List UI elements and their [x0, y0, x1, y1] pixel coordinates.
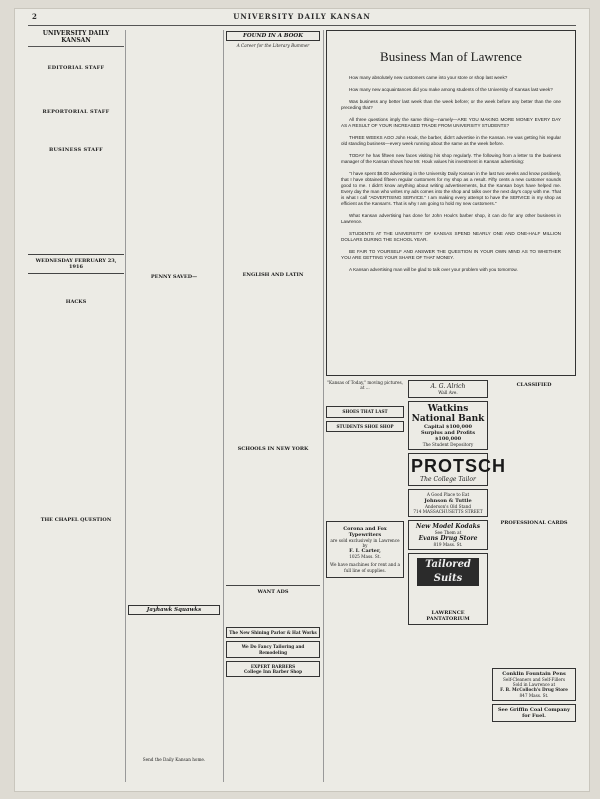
business-man-box	[326, 30, 576, 376]
ad-shoes	[326, 406, 404, 417]
column-two	[128, 30, 220, 780]
bm-paragraph: What Kansan advertising has done for John Houk's barber shop, it can do for any other business in Lawrence.	[341, 213, 561, 224]
alrich-place: Wall Ave.	[438, 390, 458, 395]
kodaks-name: New Model Kodaks	[415, 523, 481, 531]
ad-griffin	[492, 704, 576, 722]
english-latin-heading: ENGLISH AND LATIN	[242, 272, 304, 279]
ad-remodeling-name: We Do Fancy Tailoring and Remodeling	[241, 644, 305, 655]
ads-column-two	[408, 380, 507, 782]
ad-typewriters	[326, 521, 404, 578]
jayhawk-squawks-heading: Jayhawk Squawks	[128, 605, 220, 615]
conklin-sub: Self-Cleaners and Self-Fillers	[503, 677, 565, 682]
johnson-line4: 714 MASSACHUSETTS STREET	[413, 508, 483, 514]
chapel-heading: THE CHAPEL QUESTION	[40, 517, 112, 523]
watkins-tag: The Student Depository	[422, 442, 474, 448]
found-in-book-heading: FOUND IN A BOOK	[226, 31, 320, 41]
send-home-line: Send the Daily Kansan home.	[142, 757, 206, 762]
typewriters-foot: We have machines for rent and a full line of supplies.	[330, 562, 400, 573]
ad-expert-barbers	[226, 661, 320, 677]
johnson-line3: Anderson's Old Stand	[424, 503, 472, 509]
column-editorial	[28, 30, 124, 780]
editorial-staff-heading: EDITORIAL STAFF	[47, 65, 105, 71]
typewriters-sub: are sold exclusively in Lawrence by	[330, 537, 400, 549]
watkins-surplus: Surplus and Profits $100,000	[420, 430, 476, 443]
bm-paragraph: All three questions imply the same thing—namely—ARE YOU MAKING MORE MONEY EVERY DAY AS A RESULT OF YOUR INCREASED TRADE FROM UNIVERSITY STUDENTS?	[341, 117, 561, 128]
bm-paragraph: STUDENTS AT THE UNIVERSITY OF KANSAS SPEND NEARLY ONE AND ONE-HALF MILLION DOLLARS DURING THE SCHOOL YEAR.	[341, 231, 561, 242]
watkins-capital: Capital $100,000	[424, 424, 472, 431]
ad-shining-parlor-name: The New Shining Parlor & Hat Works	[229, 630, 317, 636]
page-masthead	[14, 8, 590, 26]
ads-column-three	[492, 380, 576, 782]
ad-watkins-bank	[408, 401, 488, 450]
kodaks-addr: 819 Mass. St.	[433, 542, 463, 548]
protsch-name: PROTSCH	[411, 456, 507, 477]
typewriters-person: F. I. Carter,	[349, 548, 381, 555]
kodaks-store: Evans Drug Store	[418, 535, 478, 543]
typewriters-name: Corona and Fox Typewriters	[343, 525, 387, 538]
penny-saved-heading: PENNY SAVED—	[150, 274, 198, 280]
ad-college-inn: College Inn Barber Shop	[243, 669, 303, 675]
want-ads-heading: WANT ADS	[257, 589, 289, 596]
masthead-rule	[28, 25, 576, 26]
hacks-heading: HACKS	[65, 299, 87, 305]
conklin-addr: 847 Mass. St.	[519, 692, 549, 698]
reportorial-staff-heading: REPORTORIAL STAFF	[42, 109, 110, 115]
ad-students-shoe-name: STUDENTS SHOE SHOP	[336, 423, 394, 429]
conklin-sold: Sold in Lawrence at	[512, 682, 556, 688]
ad-johnson-tuttle	[408, 489, 488, 517]
bm-paragraph: BE FAIR TO YOURSELF AND ANSWER THE QUESTION IN YOUR OWN MIND AS TO WHETHER YOU ARE GETTING YOUR SHARE OF THAT MONEY.	[341, 249, 561, 260]
column-three	[226, 30, 320, 780]
protsch-tag: The College Tailor	[420, 476, 476, 484]
column-divider	[323, 30, 324, 782]
kansas-today-line: "Kansas of Today," moving pictures, at ...	[327, 380, 403, 391]
ad-students-shoe-shop	[326, 421, 404, 432]
ad-remodeling	[226, 641, 320, 657]
schools-new-york-heading: SCHOOLS IN NEW YORK	[237, 446, 309, 453]
griffin-name: See Griffin Coal Company for Fuel.	[498, 706, 570, 719]
ad-kodaks	[408, 520, 488, 550]
ad-expert-barbers-name: EXPERT BARBERS	[250, 663, 296, 669]
ad-tailored-suits	[408, 553, 488, 625]
watkins-name: Watkins National Bank	[411, 404, 485, 425]
paper-name: UNIVERSITY DAILY KANSAN	[42, 30, 110, 44]
page-number: 2	[32, 12, 38, 21]
business-man-body	[341, 75, 561, 273]
newspaper-page	[14, 8, 590, 792]
ad-protsch	[408, 453, 507, 486]
bm-paragraph: A Kansan advertising man will be glad to talk over your problem with you tomorrow.	[349, 267, 518, 272]
ads-column-one	[326, 380, 404, 782]
tailored-foot: LAWRENCE PANTATORIUM	[426, 610, 470, 623]
issue-date: WEDNESDAY FEBRUARY 23, 1916	[35, 258, 117, 270]
ads-region	[326, 380, 576, 782]
tailored-name: Tailored Suits	[417, 558, 479, 586]
typewriters-addr: 1025 Mass. St.	[349, 554, 381, 560]
conklin-name: Conklin Fountain Pens	[502, 671, 566, 677]
alrich-name: A. G. Alrich	[430, 383, 466, 390]
bm-paragraph: THREE WEEKS AGO John Houk, the barber, didn't advertise in the Kansan. He was getting his regular old standing business—every week running about the same as the week before.	[341, 135, 561, 146]
ad-shining-parlor	[226, 627, 320, 638]
conklin-store: F. B. McColloch's Drug Store	[500, 687, 568, 693]
bm-paragraph: How many absolutely new customers came into your store or shop last week?	[349, 75, 508, 80]
kodaks-see: See Them at	[434, 530, 462, 536]
business-man-title: Business Man of Lawrence	[380, 49, 522, 64]
ad-alrich	[408, 380, 488, 398]
johnson-line1: A Good Place to Eat	[426, 492, 470, 498]
column-divider	[223, 30, 224, 782]
ad-shoes-name: SHOES THAT LAST	[342, 409, 388, 415]
business-staff-heading: BUSINESS STAFF	[48, 147, 103, 153]
bm-paragraph: Was business any better last week than the week before; or the week before any better than the one preceding that?	[341, 99, 561, 110]
bm-paragraph: TODAY he has fifteen new faces visiting his shop regularly. The following from a letter to the business manager of the Kansan shows how Mr. Houk values his investment in Kansan advertising:	[341, 153, 561, 164]
column-divider	[125, 30, 126, 782]
bm-paragraph: "I have spent $8.00 advertising in the University Daily Kansan in the last two weeks and know positively, that I have obtained fifteen regular customers for my shop as a result. Fifty cents a new customer sounds good to me. I didn't know anything about writing advertisements, but the Kansan boys have helped me. Every day the man who writes my ads comes into the shop and talks over the next day's copy with me. That is what I call "ADVERTISING SERVICE." I am making every attempt to have the SERVICE in my shop as efficient as the Kansan's. That is why I am going to hold my new customers."	[341, 171, 561, 206]
johnson-line2: Johnson & Tuttle	[424, 497, 472, 504]
masthead-title: UNIVERSITY DAILY KANSAN	[233, 12, 371, 21]
professional-heading: PROFESSIONAL CARDS	[500, 520, 568, 526]
classified-heading: CLASSIFIED	[516, 382, 552, 388]
bm-paragraph: How many new acquaintances did you make among students of the University of Kansas last week?	[349, 87, 553, 92]
ad-conklin	[492, 668, 576, 701]
found-in-book-subheading: A Career for the Literary Bummer	[236, 43, 310, 48]
